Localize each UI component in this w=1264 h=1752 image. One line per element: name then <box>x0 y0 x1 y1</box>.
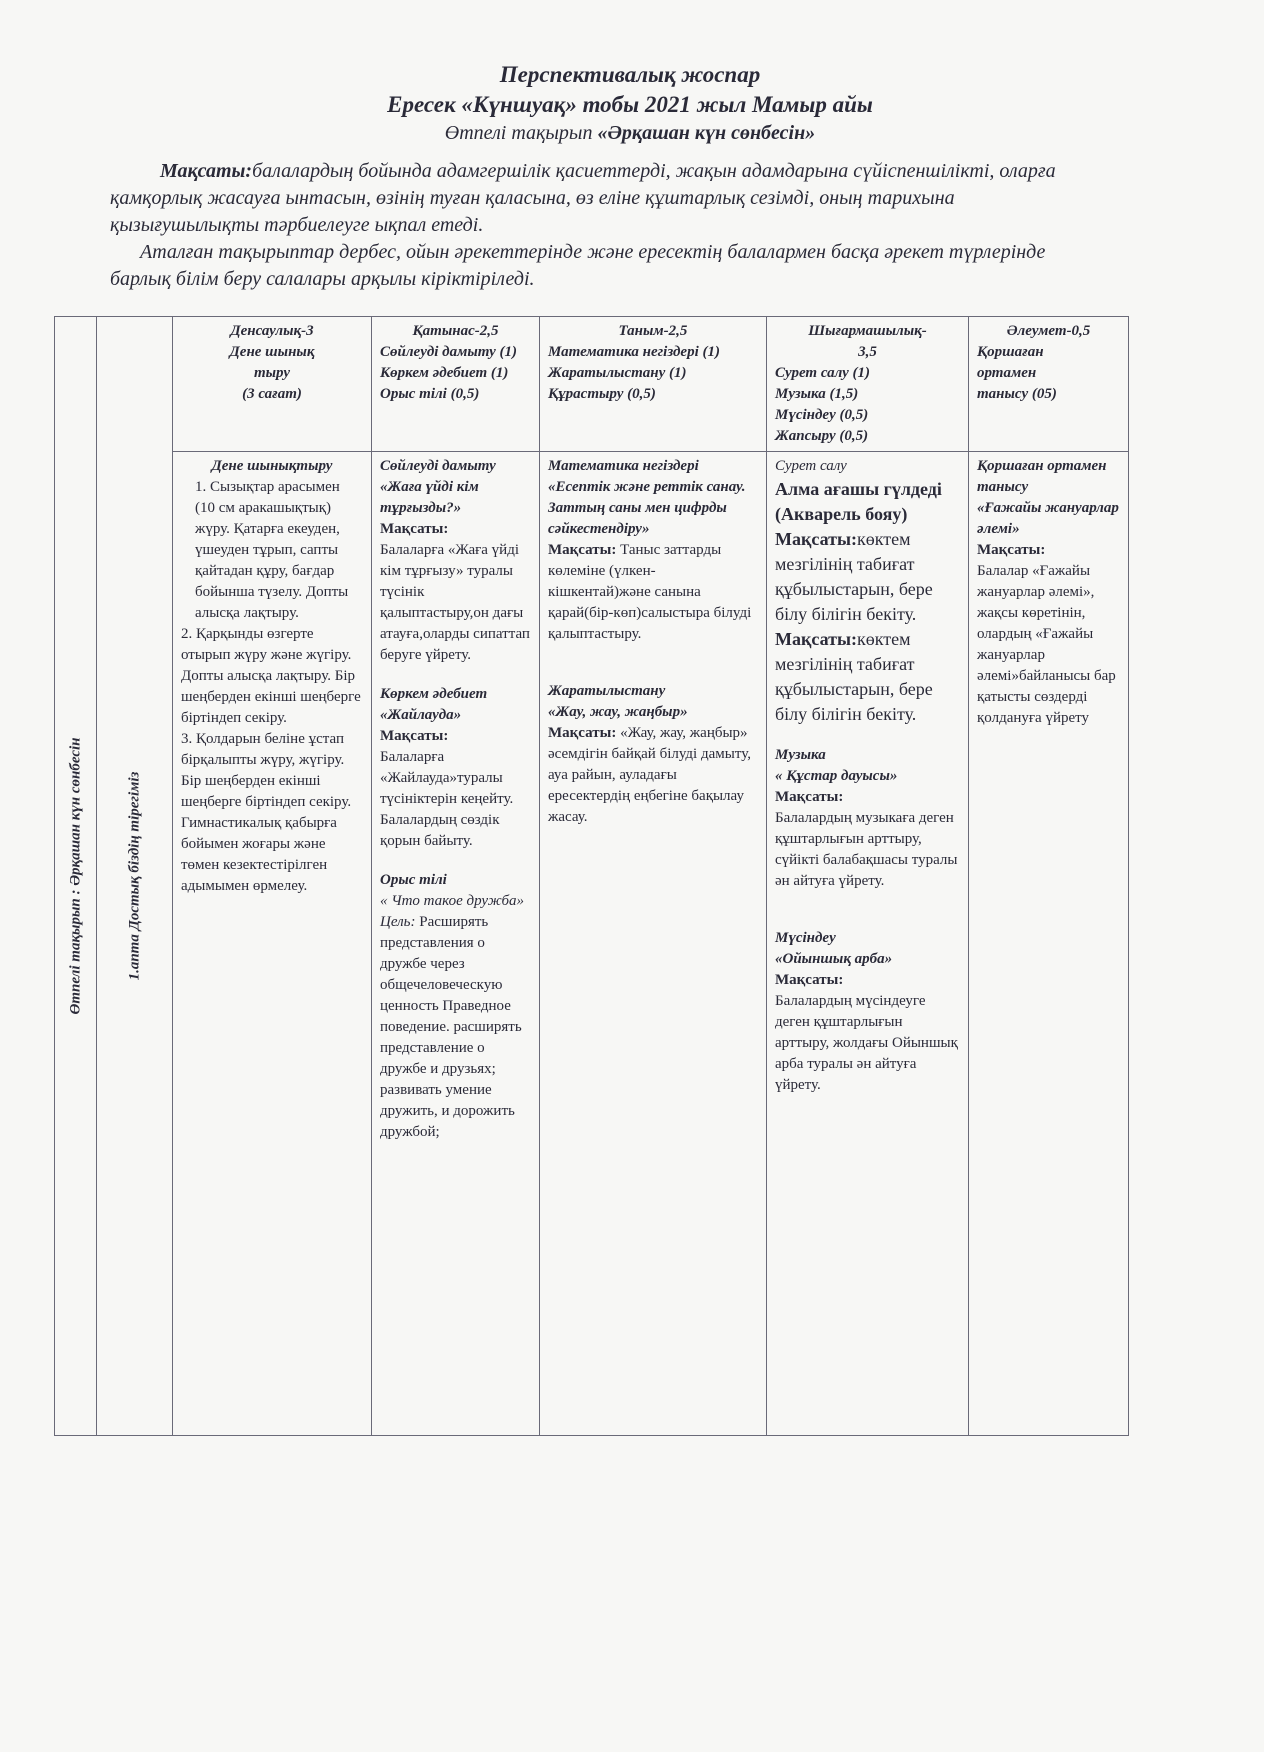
draw-goal: көктем мезгілінің табиғат құбылыстарын, бере білу білігін бекіту. <box>775 629 933 724</box>
cell-cognition <box>540 452 767 1436</box>
math-title: Математика негіздері <box>548 458 699 474</box>
social-topic: «Ғажайы жануарлар әлемі» <box>977 500 1119 537</box>
week-side-label: 1.апта Достық біздің тірегіміз <box>126 771 142 981</box>
speech-title: Сөйлеуді дамыту <box>380 458 496 474</box>
nature-goal: «Жау, жау, жаңбыр» әсемдігін байқай білуді дамыту, ауа райын, ауладағы ересектердің еңбегіне бақылау жасау. <box>548 725 751 825</box>
music-topic: « Құстар дауысы» <box>775 768 898 784</box>
nature-topic: «Жау, жау, жаңбыр» <box>548 704 688 720</box>
theme-prefix: Өтпелі тақырып <box>444 122 598 144</box>
health-subject: Дене шынықтыру <box>211 458 333 474</box>
nature-title: Жаратылыстану <box>548 683 666 699</box>
sculpt-topic: «Ойыншық арба» <box>775 951 893 967</box>
cell-social <box>969 452 1129 1436</box>
integration-text: Аталған тақырыптар дербес, ойын әрекеттерінде және ересектің балалармен басқа әрекет түрлерінде барлық білім беру салалары арқылы кіріктіріледі. <box>110 241 1046 290</box>
theme-side-label: Өтпелі тақырып : Әрқашан күн сөнбесін <box>67 737 83 1015</box>
ru-title: Орыс тілі <box>380 872 447 888</box>
theme-name: «Әрқашан күн сөнбесін» <box>597 122 816 144</box>
lit-topic: «Жайлауда» <box>380 707 462 723</box>
sculpt-title: Мүсіндеу <box>775 930 836 946</box>
plan-title: Перспективалық жоспар <box>499 62 761 87</box>
social-title: Қоршаған ортамен танысу <box>977 458 1107 495</box>
goal-text: балалардың бойында адамгершілік қасиеттерді, жақын адамдарына сүйіспеншілікті, оларға қамқорлық жасауға ынтасын, өзінің туған қаласына, өз еліне құштарлық сезімді, оның тарихына қызығушылықты тәрбиелеуге ықпал етеді. <box>110 160 1056 236</box>
theme-line <box>100 120 1160 146</box>
draw-goal-label: Мақсаты: <box>775 629 857 649</box>
ru-topic: « Что такое дружба» <box>380 893 525 909</box>
lit-title: Көркем әдебиет <box>380 686 488 702</box>
intro-block <box>110 158 1090 293</box>
social-goal: Балалар «Ғажайы жануарлар әлемі», жақсы көретінін, олардың «Ғажайы жануарлар әлемі»байланысы бар қатысты сөздерді қолдануға үйрету <box>977 563 1116 726</box>
cell-creativity <box>767 452 969 1436</box>
health-item: 2. Қарқынды өзгерте отырып жүру және жүгіру. Допты алысқа лақтыру. Бір шеңберден екінші шеңберге біртіндеп секіру. <box>181 626 361 726</box>
math-topic: «Есептік және реттік санау. Заттың саны мен цифрды сәйкестендіру» <box>548 479 746 537</box>
header-creativity: Шығармашылық- 3,5 Сурет салу (1) Музыка (1,5) Мүсіндеу (0,5) Жапсыру (0,5) <box>767 317 969 452</box>
nature-goal-label: Мақсаты: <box>548 725 617 741</box>
header-social: Әлеумет-0,5 Қоршаған ортамен танысу (05) <box>969 317 1129 452</box>
header-communication: Қатынас-2,5 Сөйлеуді дамыту (1) Көркем әдебиет (1) Орыс тілі (0,5) <box>372 317 540 452</box>
theme-side-cell <box>55 317 97 1436</box>
speech-goal-label: Мақсаты: <box>380 521 449 537</box>
sculpt-goal: Балалардың мүсіндеуге деген құштарлығын арттыру, жолдағы Ойыншық арба туралы ән айтуға үйрету. <box>775 993 958 1093</box>
plan-table <box>54 316 1129 1436</box>
social-goal-label: Мақсаты: <box>977 542 1046 558</box>
music-title: Музыка <box>775 747 826 763</box>
draw-title: Сурет салу <box>775 458 847 474</box>
document-header <box>100 60 1160 146</box>
sculpt-goal-label: Мақсаты: <box>775 972 844 988</box>
draw-goal-label: Мақсаты: <box>775 529 857 549</box>
plan-subtitle: Ересек «Күншуақ» тобы 2021 жыл Мамыр айы <box>387 92 873 117</box>
lit-goal: Балаларға «Жайлауда»туралы түсініктерін кеңейту. Балалардың сөздік қорын байыту. <box>380 749 514 849</box>
ru-goal-label: Цель: <box>380 914 416 930</box>
draw-topic: Алма ағашы гүлдеді (Акварель бояу) <box>775 479 942 524</box>
lit-goal-label: Мақсаты: <box>380 728 449 744</box>
header-cognition: Таным-2,5 Математика негіздері (1) Жаратылыстану (1) Құрастыру (0,5) <box>540 317 767 452</box>
goal-label: Мақсаты: <box>160 160 253 182</box>
ru-goal: Расширять представления о дружбе через общечеловеческую ценность Праведное поведение. расширять представление о дружбе и друзьях; развивать умение дружить, и дорожить дружбой; <box>380 914 522 1140</box>
draw-goal: көктем мезгілінің табиғат құбылыстарын, бере білу білігін бекіту. <box>775 529 933 624</box>
speech-goal: Балаларға «Жаға үйді кім тұрғызу» туралы түсінік қалыптастыру,он дағы атауға,оларды сипаттап беруге үйрету. <box>380 542 530 663</box>
math-goal: Таныс заттарды көлеміне (үлкен-кішкентай)және санына қарай(бір-көп)салыстыра білуді қалыптастыру. <box>548 542 752 642</box>
cell-communication <box>372 452 540 1436</box>
cell-health <box>173 452 372 1436</box>
math-goal-label: Мақсаты: <box>548 542 617 558</box>
header-health: Денсаулық-3 Дене шынық тыру (3 сағат) <box>173 317 372 452</box>
music-goal: Балалардың музыкаға деген құштарлығын арттыру, сүйікті балабақшасы туралы ән айтуға үйрету. <box>775 810 958 889</box>
speech-topic: «Жаға үйді кім тұрғызды?» <box>380 479 479 516</box>
week-side-cell <box>97 317 173 1436</box>
music-goal-label: Мақсаты: <box>775 789 844 805</box>
health-item: 3. Қолдарын беліне ұстап бірқалыпты жүру, жүгіру. Бір шеңберден екінші шеңберге біртіндеп секіру. Гимнастикалық қабырға бойымен жоғары және төмен кезектестірілген адымымен өрмелеу. <box>181 731 352 894</box>
health-item: 1. Сызықтар арасымен (10 см аракашықтық) жүру. Қатарға екеуден, үшеуден тұрып, сапты қайтадан құру, бағдар бойынша түзелу. Допты алысқа лақтыру. <box>195 479 349 621</box>
